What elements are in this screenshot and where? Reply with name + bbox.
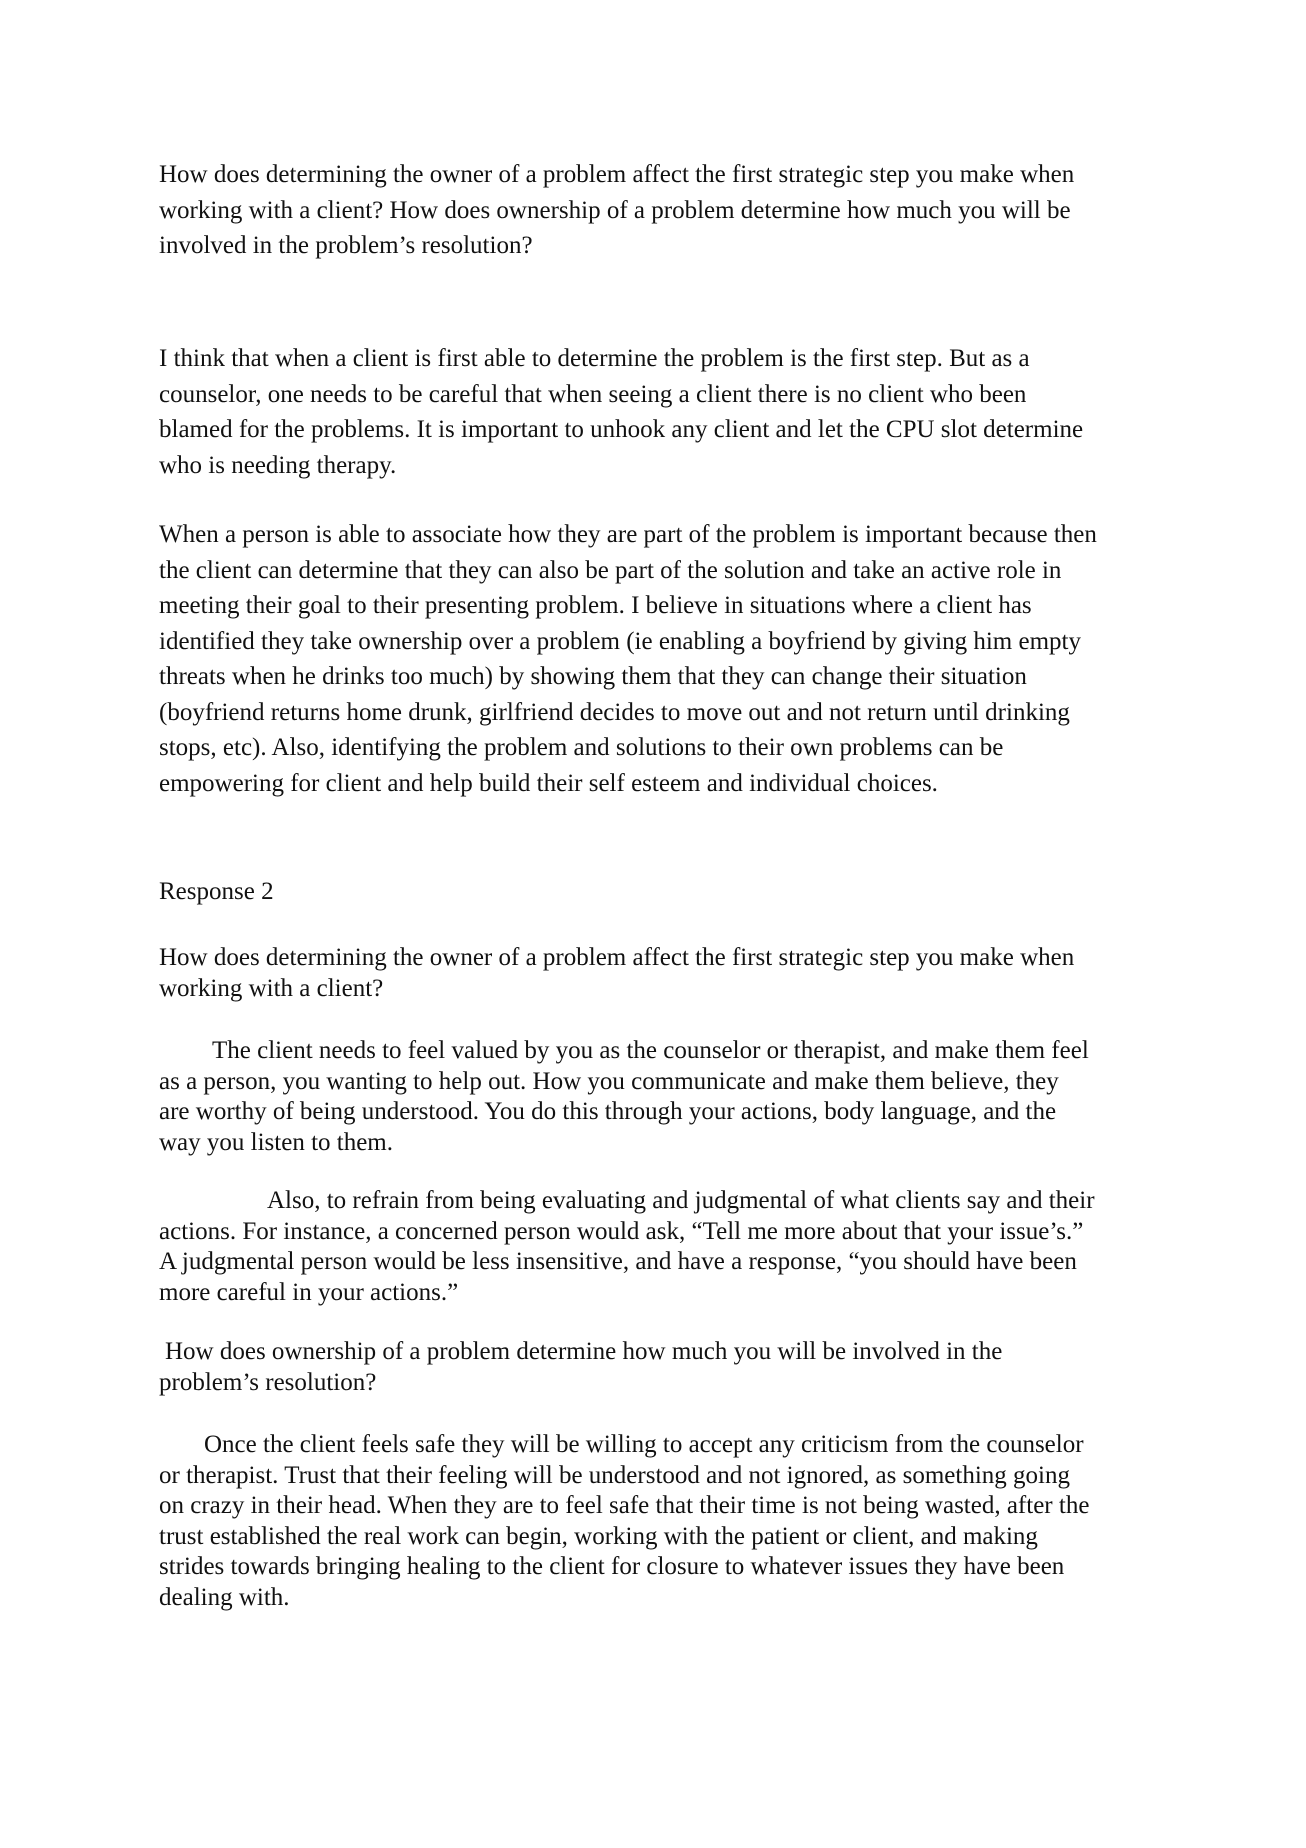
response-2-heading-text: Response 2	[159, 878, 274, 905]
answer-2-paragraph-3-line: or therapist. Trust that their feeling will be understood and not ignored, as something going	[159, 1461, 1070, 1489]
answer-1-paragraph-2-line: When a person is able to associate how they are part of the problem is important because then	[159, 521, 1097, 548]
answer-1-paragraph-2-line: stops, etc). Also, identifying the problem and solutions to their own problems can be	[159, 734, 1004, 761]
answer-2-paragraph-3	[159, 1430, 1159, 1613]
answer-2-paragraph-1-line: way you listen to them.	[159, 1128, 393, 1156]
answer-1-paragraph-1-line: I think that when a client is first able to determine the problem is the first step. But as a	[159, 345, 1030, 372]
answer-1-paragraph-2-line: identified they take ownership over a problem (ie enabling a boyfriend by giving him empty	[159, 627, 1081, 655]
answer-2-paragraph-1	[159, 1036, 1159, 1158]
answer-1-paragraph-1-line: blamed for the problems. It is important to unhook any client and let the CPU slot determine	[159, 416, 1084, 443]
response-2-heading	[159, 874, 1159, 910]
answer-2-paragraph-2-line: actions. For instance, a concerned person would ask, “Tell me more about that your issue’s.”	[159, 1217, 1084, 1245]
answer-1-paragraph-2-line: meeting their goal to their presenting problem. I believe in situations where a client has	[159, 592, 1032, 619]
answer-1-paragraph-2-line: threats when he drinks too much) by showing them that they can change their situation	[159, 663, 1027, 690]
answer-1-paragraph-2-line: empowering for client and help build their self esteem and individual choices.	[159, 769, 938, 797]
answer-1-paragraph-1-line: counselor, one needs to be careful that when seeing a client there is no client who been	[159, 380, 1027, 408]
answer-2-paragraph-1-line: The client needs to feel valued by you as the counselor or therapist, and make them feel	[212, 1037, 1089, 1064]
answer-2-paragraph-3-line: dealing with.	[159, 1583, 290, 1611]
answer-2-paragraph-1-line: as a person, you wanting to help out. How you communicate and make them believe, they	[159, 1067, 1059, 1095]
answer-2-paragraph-1-line: are worthy of being understood. You do this through your actions, body language, and the	[159, 1098, 1057, 1125]
question-2b	[159, 1337, 1159, 1398]
question-1-line: How does determining the owner of a problem affect the first strategic step you make when	[159, 161, 1075, 188]
answer-2-paragraph-3-line: on crazy in their head. When they are to feel safe that their time is not being wasted, after the	[159, 1492, 1090, 1519]
question-1-line: working with a client? How does ownership of a problem determine how much you will be	[159, 196, 1071, 224]
answer-1-paragraph-1-line: who is needing therapy.	[159, 451, 397, 479]
question-2a-line: working with a client?	[159, 974, 384, 1002]
question-1	[159, 157, 1159, 264]
answer-2-paragraph-2-line: A judgmental person would be less insensitive, and have a response, “you should have been	[159, 1248, 1077, 1275]
answer-2-paragraph-2-line: more careful in your actions.”	[159, 1278, 459, 1306]
question-2b-line: problem’s resolution?	[159, 1368, 377, 1396]
answer-2-paragraph-3-line: Once the client feels safe they will be willing to accept any criticism from the counselor	[204, 1431, 1084, 1458]
answer-2-paragraph-2	[159, 1186, 1159, 1308]
question-1-line: involved in the problem’s resolution?	[159, 232, 533, 259]
question-2a-line: How does determining the owner of a problem affect the first strategic step you make when	[159, 944, 1075, 971]
answer-1-paragraph-2-line: the client can determine that they can also be part of the solution and take an active role in	[159, 556, 1062, 584]
answer-2-paragraph-3-line: strides towards bringing healing to the client for closure to whatever issues they have been	[159, 1553, 1065, 1580]
answer-2-paragraph-2-line: Also, to refrain from being evaluating and judgmental of what clients say and their	[267, 1187, 1095, 1214]
answer-1-paragraph-2-line: (boyfriend returns home drunk, girlfriend decides to move out and not return until drinking	[159, 698, 1070, 726]
answer-1-paragraph-2	[159, 517, 1159, 801]
question-2a	[159, 943, 1159, 1004]
question-2b-line: How does ownership of a problem determine how much you will be involved in the	[165, 1338, 1003, 1365]
answer-2-paragraph-3-line: trust established the real work can begin, working with the patient or client, and making	[159, 1522, 1038, 1550]
answer-1-paragraph-1	[159, 341, 1159, 483]
